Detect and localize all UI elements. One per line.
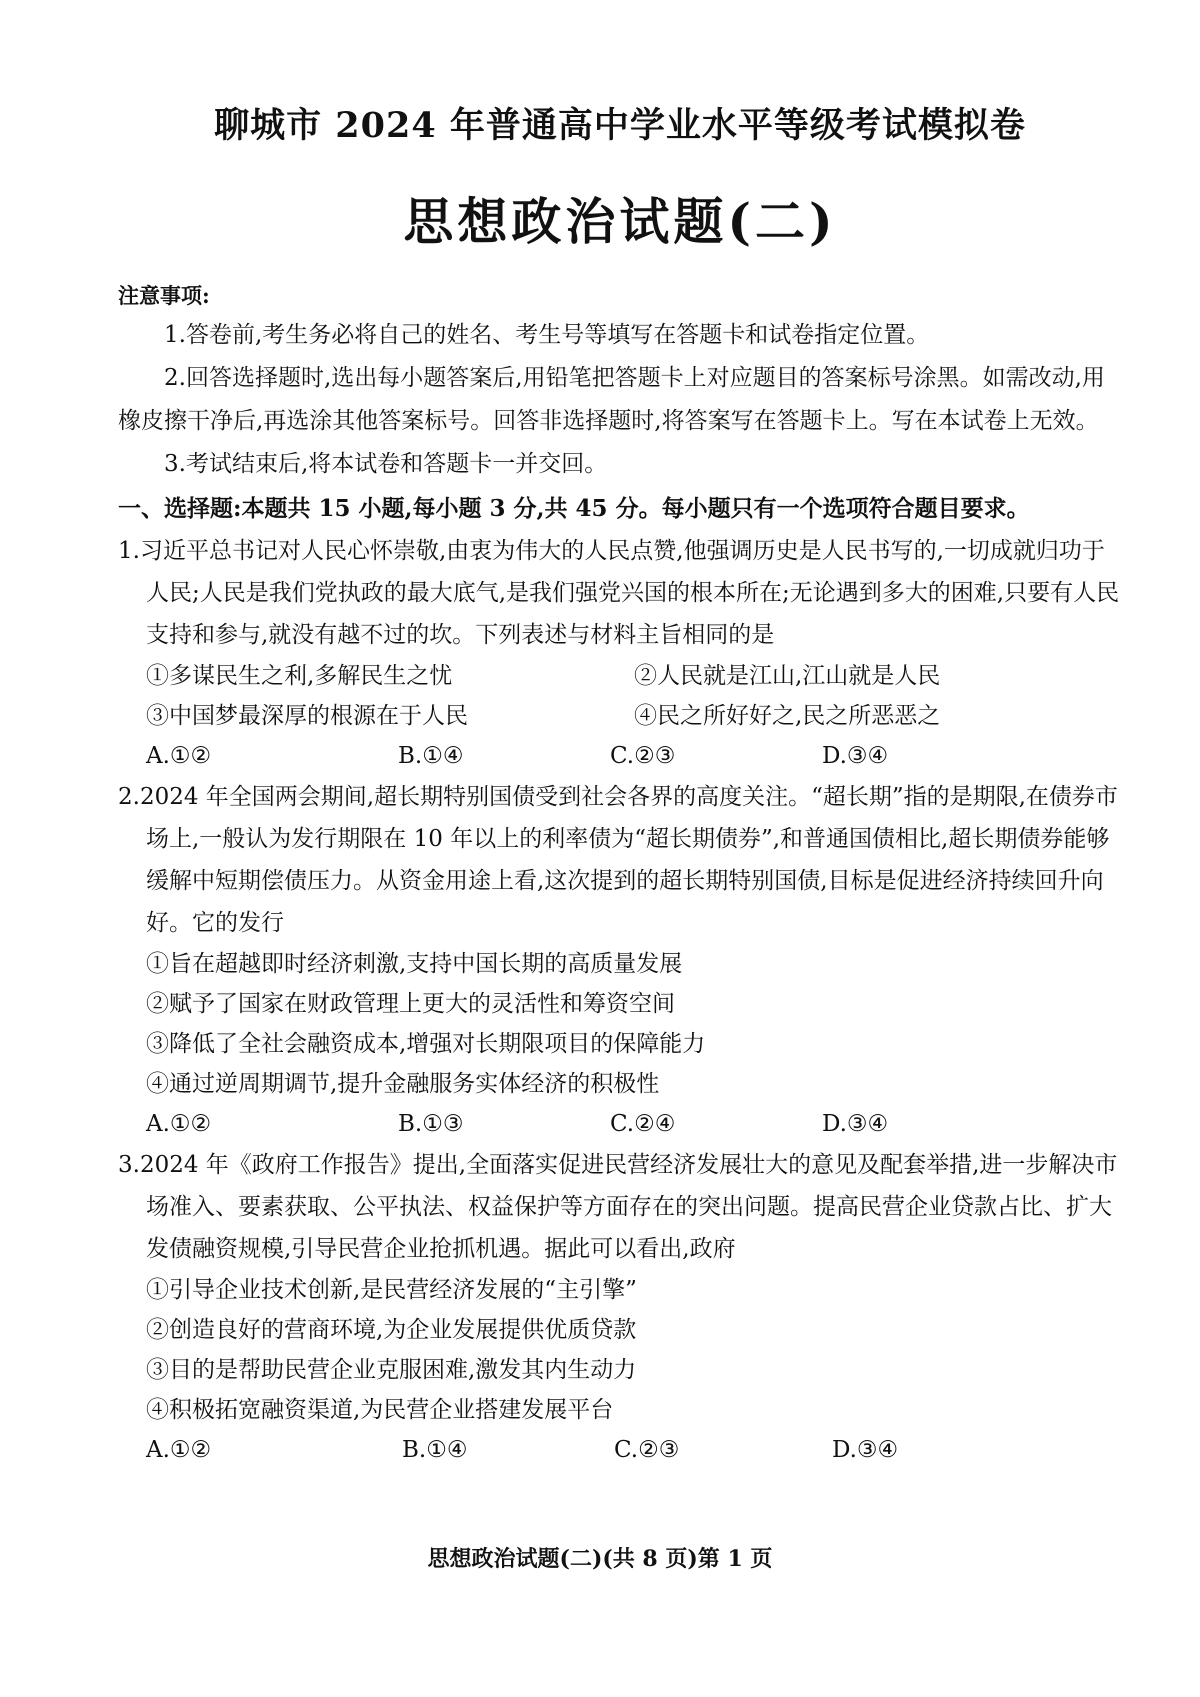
answer-choice-a: A.①② <box>146 743 212 769</box>
answer-choice-d: D.③④ <box>822 1111 889 1137</box>
option-item: ④积极拓宽融资渠道,为民营企业搭建发展平台 <box>146 1397 614 1423</box>
option-item: ①多谋民生之利,多解民生之忧 <box>146 663 453 689</box>
option-item: ④通过逆周期调节,提升金融服务实体经济的积极性 <box>146 1071 660 1097</box>
question-stem: 2.2024 年全国两会期间,超长期特别国债受到社会各界的高度关注。“超长期”指的是期限,在债券市场上,一般认为发行期限在 10 年以上的利率债为“超长期债券”,和普通国债相比,超长期债券能够缓解中短期偿债压力。从资金用途上看,这次提到的超长期特别国债,目标是促进经济持续回升向好。它的发行 <box>118 784 1118 936</box>
answer-choice-b: B.①④ <box>398 743 464 769</box>
notice-list <box>118 314 1122 486</box>
option-item: ②创造良好的营商环境,为企业发展提供优质贷款 <box>146 1317 637 1343</box>
page-footer: 思想政治试题(二)(共 8 页)第 1 页 <box>427 1546 773 1572</box>
option-item: ②人民就是江山,江山就是人民 <box>634 663 941 689</box>
notice-heading: 注意事项: <box>118 283 210 308</box>
notice-item: 3.考试结束后,将本试卷和答题卡一并交回。 <box>164 451 608 477</box>
answer-choice-d: D.③④ <box>822 743 889 769</box>
option-item: ④民之所好好之,民之所恶恶之 <box>634 703 941 729</box>
section-heading: 一、选择题:本题共 15 小题,每小题 3 分,共 45 分。每小题只有一个选项符合题目要求。 <box>118 495 1030 522</box>
question-stem: 3.2024 年《政府工作报告》提出,全面落实促进民营经济发展壮大的意见及配套举措,进一步解决市场准入、要素获取、公平执法、权益保护等方面存在的突出问题。提高民营企业贷款占比、扩大发债融资规模,引导民营企业抢抓机遇。据此可以看出,政府 <box>118 1152 1118 1262</box>
answer-choice-b: B.①③ <box>398 1111 464 1137</box>
option-item: ①引导企业技术创新,是民营经济发展的“主引擎” <box>146 1277 637 1303</box>
question-options <box>118 656 1122 736</box>
answer-choice-c: C.②③ <box>610 743 676 769</box>
answer-choice-c: C.②③ <box>614 1437 680 1463</box>
question-options <box>118 1270 1122 1430</box>
option-item: ③目的是帮助民营企业克服困难,激发其内生动力 <box>146 1357 637 1383</box>
answer-choice-a: A.①② <box>146 1437 212 1463</box>
answer-choice-c: C.②④ <box>610 1111 676 1137</box>
option-item: ③中国梦最深厚的根源在于人民 <box>146 703 468 729</box>
question-3 <box>118 1144 1122 1470</box>
answer-choices <box>118 736 1122 776</box>
option-item: ③降低了全社会融资成本,增强对长期限项目的保障能力 <box>146 1031 706 1057</box>
exam-title: 聊城市 2024 年普通高中学业水平等级考试模拟卷 <box>214 105 1026 146</box>
answer-choice-d: D.③④ <box>832 1437 899 1463</box>
answer-choice-a: A.①② <box>146 1111 212 1137</box>
exam-subtitle: 思想政治试题(二) <box>403 192 837 251</box>
notice-item: 1.答卷前,考生务必将自己的姓名、考生号等填写在答题卡和试卷指定位置。 <box>164 322 930 348</box>
question-1 <box>118 530 1122 776</box>
answer-choices <box>118 1104 1122 1144</box>
question-options <box>118 944 1122 1104</box>
answer-choice-b: B.①④ <box>402 1437 468 1463</box>
answer-choices <box>118 1430 1122 1470</box>
option-item: ②赋予了国家在财政管理上更大的灵活性和筹资空间 <box>146 991 675 1017</box>
question-2 <box>118 776 1122 1144</box>
notice-item: 2.回答选择题时,选出每小题答案后,用铅笔把答题卡上对应题目的答案标号涂黑。如需改动,用橡皮擦干净后,再选涂其他答案标号。回答非选择题时,将答案写在答题卡上。写在本试卷上无效。 <box>118 365 1105 434</box>
option-item: ①旨在超越即时经济刺激,支持中国长期的高质量发展 <box>146 951 683 977</box>
question-stem: 1.习近平总书记对人民心怀崇敬,由衷为伟大的人民点赞,他强调历史是人民书写的,一切成就归功于人民;人民是我们党执政的最大底气,是我们强党兴国的根本所在;无论遇到多大的困难,只要有人民支持和参与,就没有越不过的坎。下列表述与材料主旨相同的是 <box>118 538 1120 648</box>
